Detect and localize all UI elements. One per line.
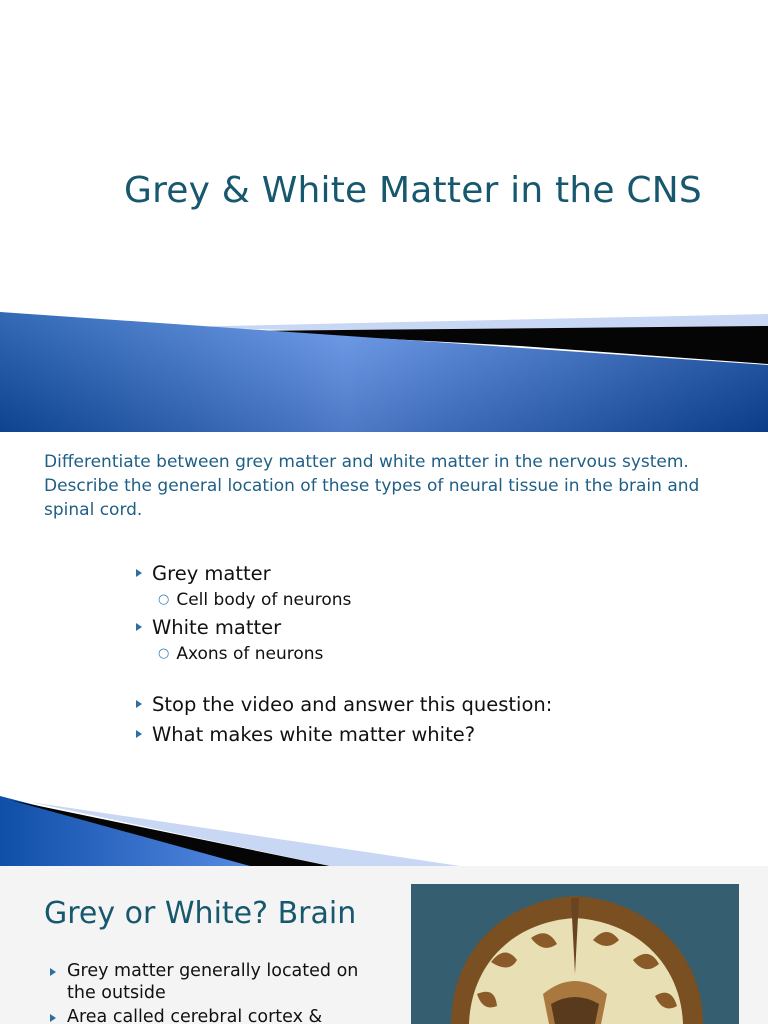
bullet-triangle-icon — [50, 968, 56, 976]
decorative-swoosh-band-bottom — [0, 796, 768, 866]
bullet-triangle-icon — [50, 1014, 56, 1022]
bullet-question: What makes white matter white? — [136, 723, 475, 746]
bullet-circle-icon: ○ — [158, 592, 170, 607]
bullet-circle-icon: ○ — [158, 646, 170, 661]
bullet-grey-matter: Grey matter — [136, 562, 271, 585]
sub-bullet-axons: ○ Axons of neurons — [158, 644, 324, 664]
bullet-triangle-icon — [136, 569, 142, 577]
title-slide — [0, 0, 768, 432]
learning-objective: Differentiate between grey matter and white matter in the nervous system. Describe the general location of these types of neural tissue in the brain and spinal cord. — [44, 452, 700, 520]
bullet-white-matter: White matter — [136, 616, 281, 639]
brain-section-image — [411, 884, 739, 1024]
content-slide — [0, 432, 768, 866]
bullet-outside: Grey matter generally located on the outside — [50, 960, 370, 1004]
bullet-triangle-icon — [136, 730, 142, 738]
slide-title: Grey & White Matter in the CNS — [124, 170, 702, 211]
bullet-cerebral-cortex: Area called cerebral cortex & — [50, 1006, 370, 1024]
slide-title: Grey or White? Brain — [44, 896, 357, 931]
bullet-stop-video: Stop the video and answer this question: — [136, 693, 552, 716]
decorative-swoosh-band — [0, 312, 768, 432]
sub-bullet-cell-body: ○ Cell body of neurons — [158, 590, 352, 610]
bullet-triangle-icon — [136, 623, 142, 631]
bullet-triangle-icon — [136, 700, 142, 708]
brain-slide — [0, 866, 768, 1024]
